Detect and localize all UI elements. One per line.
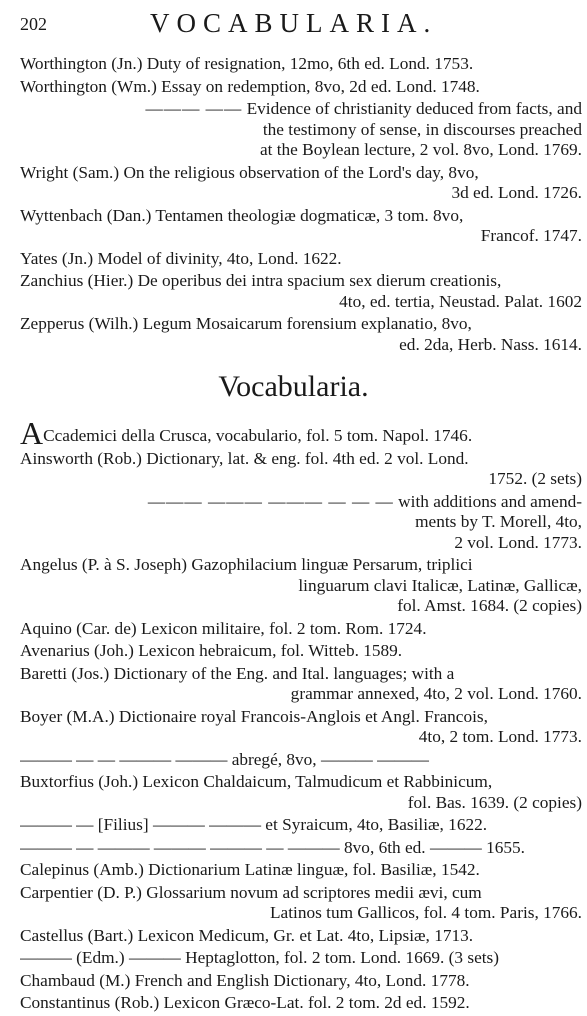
entry-text: Worthington (Jn.) Duty of resignation, 12mo, 6th ed. Lond. 1753. [20, 54, 474, 73]
entry-text: Baretti (Jos.) Dictionary of the Eng. and Ital. languages; with a [20, 663, 455, 683]
entry-text: Angelus (P. à S. Joseph) Gazophilacium linguæ Persarum, triplici [20, 555, 473, 574]
entry-first-line [20, 492, 582, 513]
entry-item [20, 206, 582, 247]
entry-continuation: grammar annexed, 4to, 2 vol. Lond. 1760. [290, 684, 582, 703]
entry-first-line [20, 971, 582, 992]
entry-item [20, 860, 582, 881]
entry-text: Wyttenbach (Dan.) Tentamen theologiæ dogmaticæ, 3 tom. 8vo, [20, 205, 464, 225]
entry-text: Boyer (M.A.) Dictionaire royal Francois-Anglois et Angl. Francois, [20, 706, 488, 726]
running-title: VOCABULARIA. [150, 8, 438, 38]
entry-first-line [20, 815, 582, 836]
entry-first-line [20, 555, 582, 576]
entry-item [20, 815, 582, 836]
entry-first-line [20, 860, 582, 881]
page-number: 202 [20, 14, 47, 34]
entry-first-line [20, 750, 582, 771]
entry-continuation: 2 vol. Lond. 1773. [454, 532, 582, 552]
entry-text: with additions and amend- [398, 491, 582, 511]
entry-item [20, 99, 582, 161]
entry-text: Calepinus (Amb.) Dictionarium Latinæ linguæ, fol. Basiliæ, 1542. [20, 860, 480, 879]
entry-first-line [20, 619, 582, 640]
entry-item [20, 555, 582, 617]
entry-imprint: 3d ed. Lond. 1726. [451, 183, 582, 202]
entry-text: ——— — [Filius] ——— ——— et Syraicum, 4to, Basiliæ, 1622. [20, 815, 488, 834]
entry-first-line [20, 271, 582, 292]
ditto-dashes: ——— —— [145, 99, 243, 118]
entry-item [20, 664, 582, 705]
entry-first-line [20, 883, 582, 904]
entry-text: ——— — — ——— ——— abregé, 8vo, ——— ——— [20, 749, 429, 769]
section-title: Vocabularia. [218, 370, 369, 403]
entry-text: Constantinus (Rob.) Lexicon Græco-Lat. fol. 2 tom. 2d ed. 1592. [20, 993, 470, 1012]
entry-first-line [20, 206, 582, 227]
entry-text: Castellus (Bart.) Lexicon Medicum, Gr. et Lat. 4to, Lipsiæ, 1713. [20, 925, 474, 945]
entry-first-line [20, 641, 582, 662]
entry-first-line [20, 449, 582, 470]
entry-text: Zepperus (Wilh.) Legum Mosaicarum forensium explanatio, 8vo, [20, 314, 472, 333]
entry-text: ——— — ——— ——— ——— — ——— 8vo, 6th ed. ——— 1655. [20, 837, 525, 857]
entry-first-line [20, 163, 582, 184]
entry-item [20, 948, 582, 969]
entry-item [20, 750, 582, 771]
entry-item [20, 249, 582, 270]
entry-continuation: the testimony of sense, in discourses preached [262, 119, 582, 139]
entry-text: Evidence of christianity deduced from facts, and [246, 99, 582, 118]
entry-first-line [20, 838, 582, 859]
entry-first-line [20, 77, 582, 98]
entry-item [20, 707, 582, 748]
entry-text: Carpentier (D. P.) Glossarium novum ad scriptores medii ævi, cum [20, 882, 482, 902]
entry-imprint: Latinos tum Gallicos, fol. 4 tom. Paris, 1766. [270, 903, 582, 922]
entry-imprint: 4to, ed. tertia, Neustad. Palat. 1602 [339, 291, 582, 311]
entry-item [20, 77, 582, 98]
entry-first-line [20, 249, 582, 270]
entry-item [20, 271, 582, 312]
entry-text: Worthington (Wm.) Essay on redemption, 8vo, 2d ed. Lond. 1748. [20, 76, 480, 96]
entry-item [20, 619, 582, 640]
entry-first-line [20, 707, 582, 728]
entry-first-line [20, 423, 582, 447]
entry-first-line [20, 772, 582, 793]
entry-item [20, 641, 582, 662]
entry-imprint: Francof. 1747. [480, 226, 582, 245]
entry-text: Ccademici della Crusca, vocabulario, fol. 5 tom. Napol. 1746. [43, 426, 473, 445]
entry-item [20, 883, 582, 924]
entry-imprint: 1752. (2 sets) [488, 469, 582, 488]
entry-item [20, 54, 582, 75]
entry-text: Chambaud (M.) French and English Dictionary, 4to, Lond. 1778. [20, 970, 470, 990]
entry-item [20, 163, 582, 204]
entry-item [20, 423, 582, 447]
entry-item [20, 838, 582, 859]
entry-item [20, 314, 582, 355]
ditto-dashes: ——— ——— ——— — — — [147, 491, 394, 511]
entry-text: Wright (Sam.) On the religious observation of the Lord's day, 8vo, [20, 162, 479, 182]
entry-text: Buxtorfius (Joh.) Lexicon Chaldaicum, Talmudicum et Rabbinicum, [20, 772, 493, 791]
entry-continuation: linguarum clavi Italicæ, Latinæ, Gallicæ, [298, 575, 582, 595]
entry-item [20, 971, 582, 992]
entry-text: Zanchius (Hier.) De operibus dei intra spacium sex dierum creationis, [20, 271, 502, 290]
entry-first-line [20, 664, 582, 685]
entry-first-line [20, 926, 582, 947]
entry-text: Ainsworth (Rob.) Dictionary, lat. & eng. fol. 4th ed. 2 vol. Lond. [20, 448, 469, 468]
entry-item [20, 772, 582, 813]
entry-text: Avenarius (Joh.) Lexicon hebraicum, fol. Witteb. 1589. [20, 641, 403, 660]
entry-item [20, 449, 582, 490]
entry-continuation: fol. Amst. 1684. (2 copies) [397, 596, 582, 615]
entry-first-line [20, 54, 582, 75]
entry-imprint: fol. Bas. 1639. (2 copies) [407, 792, 582, 812]
entry-text: Aquino (Car. de) Lexicon militaire, fol. 2 tom. Rom. 1724. [20, 618, 427, 638]
entry-first-line [20, 948, 582, 969]
entry-item [20, 926, 582, 947]
top-entry-list [20, 54, 582, 357]
entry-item [20, 492, 582, 554]
page-header [20, 8, 580, 38]
entry-first-line [20, 993, 582, 1014]
entry-first-line [20, 99, 582, 120]
entry-continuation: ments by T. Morell, 4to, [415, 512, 582, 531]
entry-imprint: ed. 2da, Herb. Nass. 1614. [399, 334, 582, 354]
entry-item [20, 993, 582, 1014]
drop-cap: A [20, 423, 44, 447]
entry-imprint: 4to, 2 tom. Lond. 1773. [418, 727, 582, 746]
entry-text: Yates (Jn.) Model of divinity, 4to, Lond. 1622. [20, 248, 342, 268]
vocabularia-entry-list [20, 423, 582, 1016]
entry-first-line [20, 314, 582, 335]
entry-text: ——— (Edm.) ——— Heptaglotton, fol. 2 tom. Lond. 1669. (3 sets) [20, 948, 500, 967]
entry-continuation: at the Boylean lecture, 2 vol. 8vo, Lond. 1769. [259, 140, 582, 159]
